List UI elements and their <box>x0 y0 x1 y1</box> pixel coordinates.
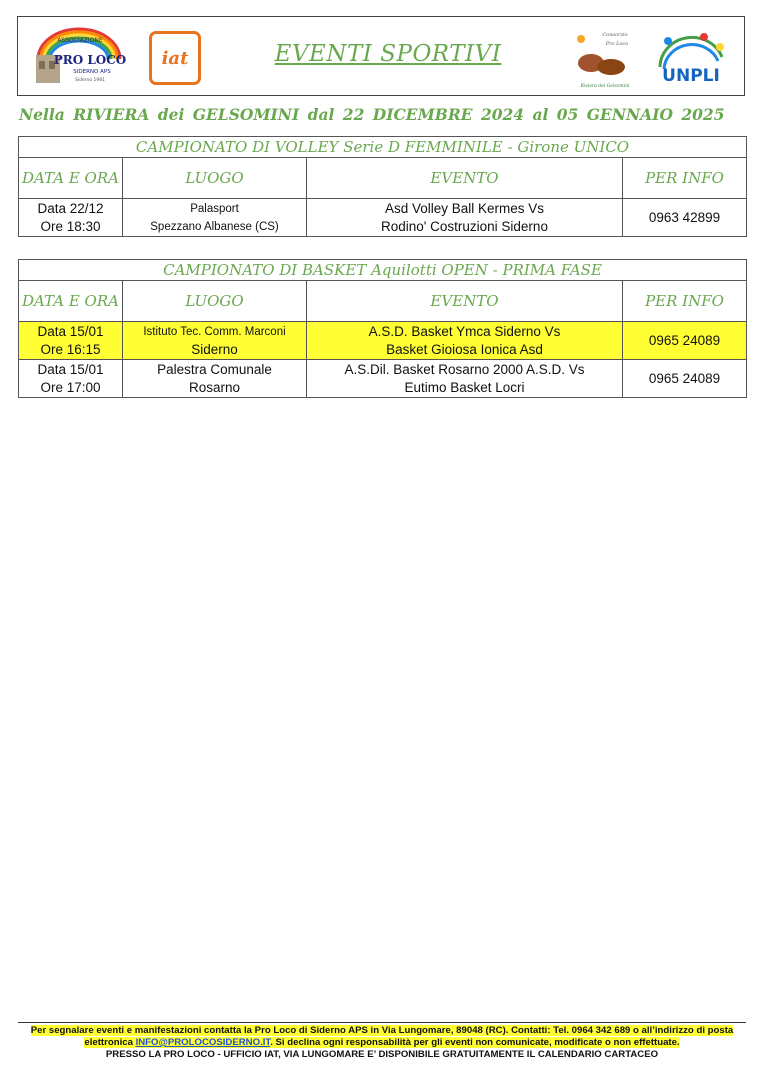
column-header-event: EVENTO <box>307 158 623 199</box>
svg-text:Riviera dei Gelsomini: Riviera dei Gelsomini <box>580 84 630 89</box>
event-cell <box>307 360 623 398</box>
event-date: Data 22/12 <box>37 200 104 216</box>
svg-text:PRO LOCO: PRO LOCO <box>53 53 127 67</box>
event-home: A.S.Dil. Basket Rosarno 2000 A.S.D. Vs <box>344 361 585 377</box>
event-time: Ore 17:00 <box>40 379 101 395</box>
iat-logo: iat <box>149 31 201 85</box>
column-header-place: LUOGO <box>123 158 307 199</box>
event-time: Ore 18:30 <box>40 218 101 234</box>
info-phone: 0965 24089 <box>623 360 747 398</box>
svg-text:Pro Loco: Pro Loco <box>605 41 629 47</box>
event-away: Rodino' Costruzioni Siderno <box>381 218 548 234</box>
column-header-info: PER INFO <box>623 158 747 199</box>
event-date: Data 15/01 <box>37 361 104 377</box>
proloco-logo <box>30 25 128 87</box>
place-town: Siderno <box>191 341 238 357</box>
footer-notice <box>18 1022 746 1061</box>
event-away: Eutimo Basket Locri <box>404 379 525 395</box>
consorzio-logo <box>569 27 639 91</box>
svg-text:SIDERNO APS: SIDERNO APS <box>73 69 111 75</box>
event-away: Basket Gioiosa Ionica Asd <box>386 341 543 357</box>
unpli-logo <box>646 27 736 89</box>
place-town: Rosarno <box>188 379 241 395</box>
event-home: Asd Volley Ball Kermes Vs <box>384 200 545 216</box>
svg-text:ASSOCIAZIONE: ASSOCIAZIONE <box>57 37 103 44</box>
column-header-info: PER INFO <box>623 281 747 322</box>
event-date: Data 15/01 <box>37 323 104 339</box>
basket-table <box>18 259 747 398</box>
place-cell <box>123 360 307 398</box>
table-row <box>19 322 747 360</box>
svg-text:UNPLI: UNPLI <box>662 66 720 86</box>
event-cell <box>307 199 623 237</box>
column-header-place: LUOGO <box>123 281 307 322</box>
footer-contact-line: Per segnalare eventi e manifestazioni contatta la Pro Loco di Siderno APS in Via Lungomare, 89048 (RC). Contatti: Tel. 0964 342 689 o all’indirizzo di posta <box>30 1025 734 1036</box>
footer-disclaimer: . Si declina ogni responsabilità per gli eventi non comunicate, modificate o non effettuate. <box>270 1037 680 1048</box>
column-header-date: DATA E ORA <box>19 158 123 199</box>
place-cell <box>123 322 307 360</box>
page-title: EVENTI SPORTIVI <box>274 41 502 67</box>
date-cell <box>19 199 123 237</box>
event-home: A.S.D. Basket Ymca Siderno Vs <box>368 323 561 339</box>
date-cell <box>19 360 123 398</box>
volley-table <box>18 136 747 237</box>
place-cell <box>123 199 307 237</box>
footer-email-prefix: elettronica <box>84 1037 136 1048</box>
table-caption: CAMPIONATO DI VOLLEY Serie D FEMMINILE - Girone UNICO <box>19 137 747 158</box>
event-time: Ore 16:15 <box>40 341 101 357</box>
svg-text:Consorzio: Consorzio <box>602 32 628 38</box>
table-row <box>19 360 747 398</box>
period-subtitle: Nella RIVIERA dei GELSOMINI dal 22 DICEMBRE 2024 al 05 GENNAIO 2025 <box>19 105 725 124</box>
info-phone: 0963 42899 <box>623 199 747 237</box>
place-town: Spezzano Albanese (CS) <box>150 220 279 233</box>
event-cell <box>307 322 623 360</box>
place-name: Istituto Tec. Comm. Marconi <box>143 325 286 338</box>
page-header <box>17 16 745 96</box>
info-phone: 0965 24089 <box>623 322 747 360</box>
column-header-event: EVENTO <box>307 281 623 322</box>
column-header-date: DATA E ORA <box>19 281 123 322</box>
date-cell <box>19 322 123 360</box>
place-name: Palestra Comunale <box>157 361 272 377</box>
svg-text:Siderno 1981: Siderno 1981 <box>75 78 105 83</box>
table-caption: CAMPIONATO DI BASKET Aquilotti OPEN - PRIMA FASE <box>19 260 747 281</box>
place-name: Palasport <box>190 202 239 215</box>
footer-calendar-note: PRESSO LA PRO LOCO - UFFICIO IAT, VIA LUNGOMARE E’ DISPONIBILE GRATUITAMENTE IL CALENDARIO CARTACEO <box>105 1049 659 1060</box>
email-link[interactable]: INFO@PROLOCOSIDERNO.IT <box>135 1037 271 1048</box>
table-row <box>19 199 747 237</box>
